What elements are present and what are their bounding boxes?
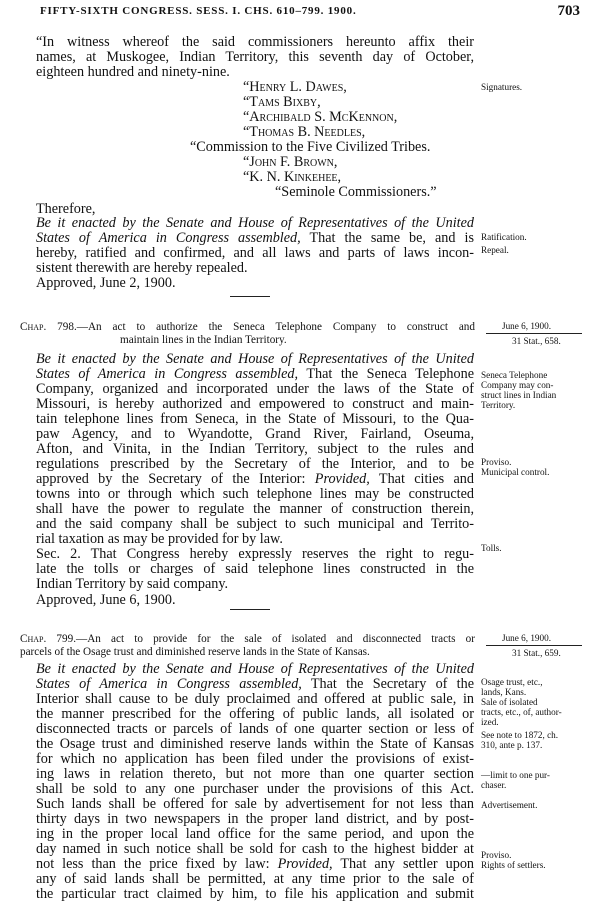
section-2-line: late the tolls or charges of said telephone lines constructed in the bbox=[36, 562, 474, 577]
ratification-line: hereby, ratified and confirmed, and all laws and parts of laws incon- bbox=[36, 246, 474, 261]
margin-rule bbox=[486, 645, 582, 646]
chapter-799-date: June 6, 1900. bbox=[502, 633, 551, 643]
page-number: 703 bbox=[557, 3, 580, 19]
body-line: any of said lands shall be permitted, at any time prior to the sale of bbox=[36, 872, 474, 887]
margin-rule bbox=[486, 333, 582, 334]
body-line: the particular tract claimed by him, to file his application and submit bbox=[36, 887, 474, 902]
body-line: Company, organized and incorporated under the laws of the State of bbox=[36, 382, 474, 397]
signature-mckennon: “Archibald S. McKennon, bbox=[243, 109, 398, 125]
body-line: shall be sold to any one purchaser under the provisions of this Act. bbox=[36, 782, 474, 797]
ratification-line: States of America in Congress assembled, That the same be, and is bbox=[36, 231, 474, 246]
signature-bixby: “Tams Bixby, bbox=[243, 94, 321, 110]
chapter-799-statute: 31 Stat., 659. bbox=[512, 648, 561, 658]
enacting-clause: Be it enacted by the Senate and House of Representatives of the United bbox=[36, 352, 474, 367]
body-line: regulations prescribed by the Secretary of the Interior, and to be bbox=[36, 457, 474, 472]
margin-note-municipal: Municipal control. bbox=[481, 467, 550, 477]
margin-note-osage: lands, Kans. bbox=[481, 687, 527, 697]
margin-note-reference: 310, ante p. 137. bbox=[481, 740, 543, 750]
margin-note-seneca: Company may con- bbox=[481, 380, 554, 390]
witness-line: names, at Muskogee, Indian Territory, this seventh day of October, bbox=[36, 50, 474, 65]
body-line: paw Agency, and to Wyandotte, Grand River, Fairland, Oseuma, bbox=[36, 427, 474, 442]
body-line: rial taxation as may be provided for by law. bbox=[36, 532, 283, 547]
margin-note-repeal: Repeal. bbox=[481, 245, 509, 255]
body-line: Missouri, is hereby authorized and empowered to construct and main- bbox=[36, 397, 474, 412]
signature-needles: “Thomas B. Needles, bbox=[243, 124, 366, 140]
chapter-798-date: June 6, 1900. bbox=[502, 321, 551, 331]
body-line: towns into or through which such telephone lines may be constructed bbox=[36, 487, 474, 502]
body-line: day named in such notice shall be sold for cash to the highest bidder at bbox=[36, 842, 474, 857]
signature-dawes: “Henry L. Dawes, bbox=[243, 79, 347, 95]
body-line: and the said company shall be subject to such municipal and Territo- bbox=[36, 517, 474, 532]
approved-date: Approved, June 2, 1900. bbox=[36, 275, 176, 291]
commission-title: “Commission to the Five Civilized Tribes. bbox=[190, 139, 431, 155]
body-line: ing in the proper local land office for the same period, and upon the bbox=[36, 827, 474, 842]
seminole-commissioners: “Seminole Commissioners.” bbox=[275, 184, 437, 200]
margin-note-limit: —limit to one pur- bbox=[481, 770, 550, 780]
section-divider bbox=[230, 296, 270, 297]
body-line: for which no application has been filed under the provisions of exist- bbox=[36, 752, 474, 767]
margin-note-proviso: Proviso. bbox=[481, 457, 512, 467]
margin-note-osage: Osage trust, etc., bbox=[481, 677, 543, 687]
margin-note-advertisement: Advertisement. bbox=[481, 800, 538, 810]
section-2-line: Indian Territory by said company. bbox=[36, 577, 229, 592]
running-header: FIFTY-SIXTH CONGRESS. SESS. I. CHS. 610–799. 1900. bbox=[40, 5, 357, 17]
chapter-799-caption-line: parcels of the Osage trust and diminished reserve lands in the State of Kansas. bbox=[20, 646, 370, 658]
body-line: States of America in Congress assembled, That the Secretary of the bbox=[36, 677, 474, 692]
margin-note-reference: See note to 1872, ch. bbox=[481, 730, 559, 740]
witness-line: “In witness whereof the said commissioners hereunto affix their bbox=[36, 35, 474, 50]
therefore-line: Therefore, bbox=[36, 201, 96, 217]
body-line: Interior shall cause to be duly proclaimed and offered at public sale, in bbox=[36, 692, 474, 707]
body-line: the Osage trust and diminished reserve lands within the State of Kansas bbox=[36, 737, 474, 752]
signature-brown: “John F. Brown, bbox=[243, 154, 338, 170]
margin-note-settlers: Rights of settlers. bbox=[481, 860, 546, 870]
chapter-798-statute: 31 Stat., 658. bbox=[512, 336, 561, 346]
signature-kinkehee: “K. N. Kinkehee, bbox=[243, 169, 342, 185]
section-2-line: Sec. 2. That Congress hereby expressly reserves the right to regu- bbox=[36, 547, 474, 562]
body-line: shall have the power to regulate the manner of construction therein, bbox=[36, 502, 474, 517]
body-line: disconnected tracts or parcels of lands of one quarter section or less of bbox=[36, 722, 474, 737]
margin-note-osage: tracts, etc., of, author- bbox=[481, 707, 562, 717]
witness-line: eighteen hundred and ninety-nine. bbox=[36, 65, 230, 80]
chapter-798-caption: Chap. 798.—An act to authorize the Seneca Telephone Company to construct and bbox=[20, 321, 475, 333]
proviso-line: not less than the price fixed by law: Provided, That any settler upon bbox=[36, 857, 474, 872]
body-line: ing laws in relation thereto, but not more than one quarter section bbox=[36, 767, 474, 782]
margin-note-seneca: Territory. bbox=[481, 400, 516, 410]
body-line: thirty days in two newspapers in the proper land district, and by post- bbox=[36, 812, 474, 827]
section-divider bbox=[230, 609, 270, 610]
margin-note-osage: Sale of isolated bbox=[481, 697, 538, 707]
enacting-clause: Be it enacted by the Senate and House of Representatives of the United bbox=[36, 216, 474, 231]
body-line: the manner prescribed for the offering of public lands, all isolated or bbox=[36, 707, 474, 722]
margin-note-limit: chaser. bbox=[481, 780, 507, 790]
body-line: Afton, and Vinita, in the Indian Territory, subject to the rules and bbox=[36, 442, 474, 457]
margin-note-seneca: Seneca Telephone bbox=[481, 370, 548, 380]
chapter-798-caption-line: maintain lines in the Indian Territory. bbox=[120, 334, 287, 346]
approved-date: Approved, June 6, 1900. bbox=[36, 592, 176, 608]
margin-note-tolls: Tolls. bbox=[481, 543, 502, 553]
margin-note-signatures: Signatures. bbox=[481, 82, 523, 92]
enacting-clause: Be it enacted by the Senate and House of Representatives of the United bbox=[36, 662, 474, 677]
margin-note-proviso: Proviso. bbox=[481, 850, 512, 860]
margin-note-ratification: Ratification. bbox=[481, 232, 527, 242]
ratification-line: sistent therewith are hereby repealed. bbox=[36, 261, 248, 276]
body-line: tain telephone lines from Seneca, in the State of Missouri, to the Qua- bbox=[36, 412, 474, 427]
body-line: Such lands shall be offered for sale by advertisement for not less than bbox=[36, 797, 474, 812]
margin-note-osage: ized. bbox=[481, 717, 499, 727]
chapter-799-caption: Chap. 799.—An act to provide for the sale of isolated and disconnected tracts or bbox=[20, 633, 475, 645]
proviso-line: approved by the Secretary of the Interior: Provided, That cities and bbox=[36, 472, 474, 487]
margin-note-seneca: struct lines in Indian bbox=[481, 390, 557, 400]
body-line: States of America in Congress assembled, That the Seneca Telephone bbox=[36, 367, 474, 382]
